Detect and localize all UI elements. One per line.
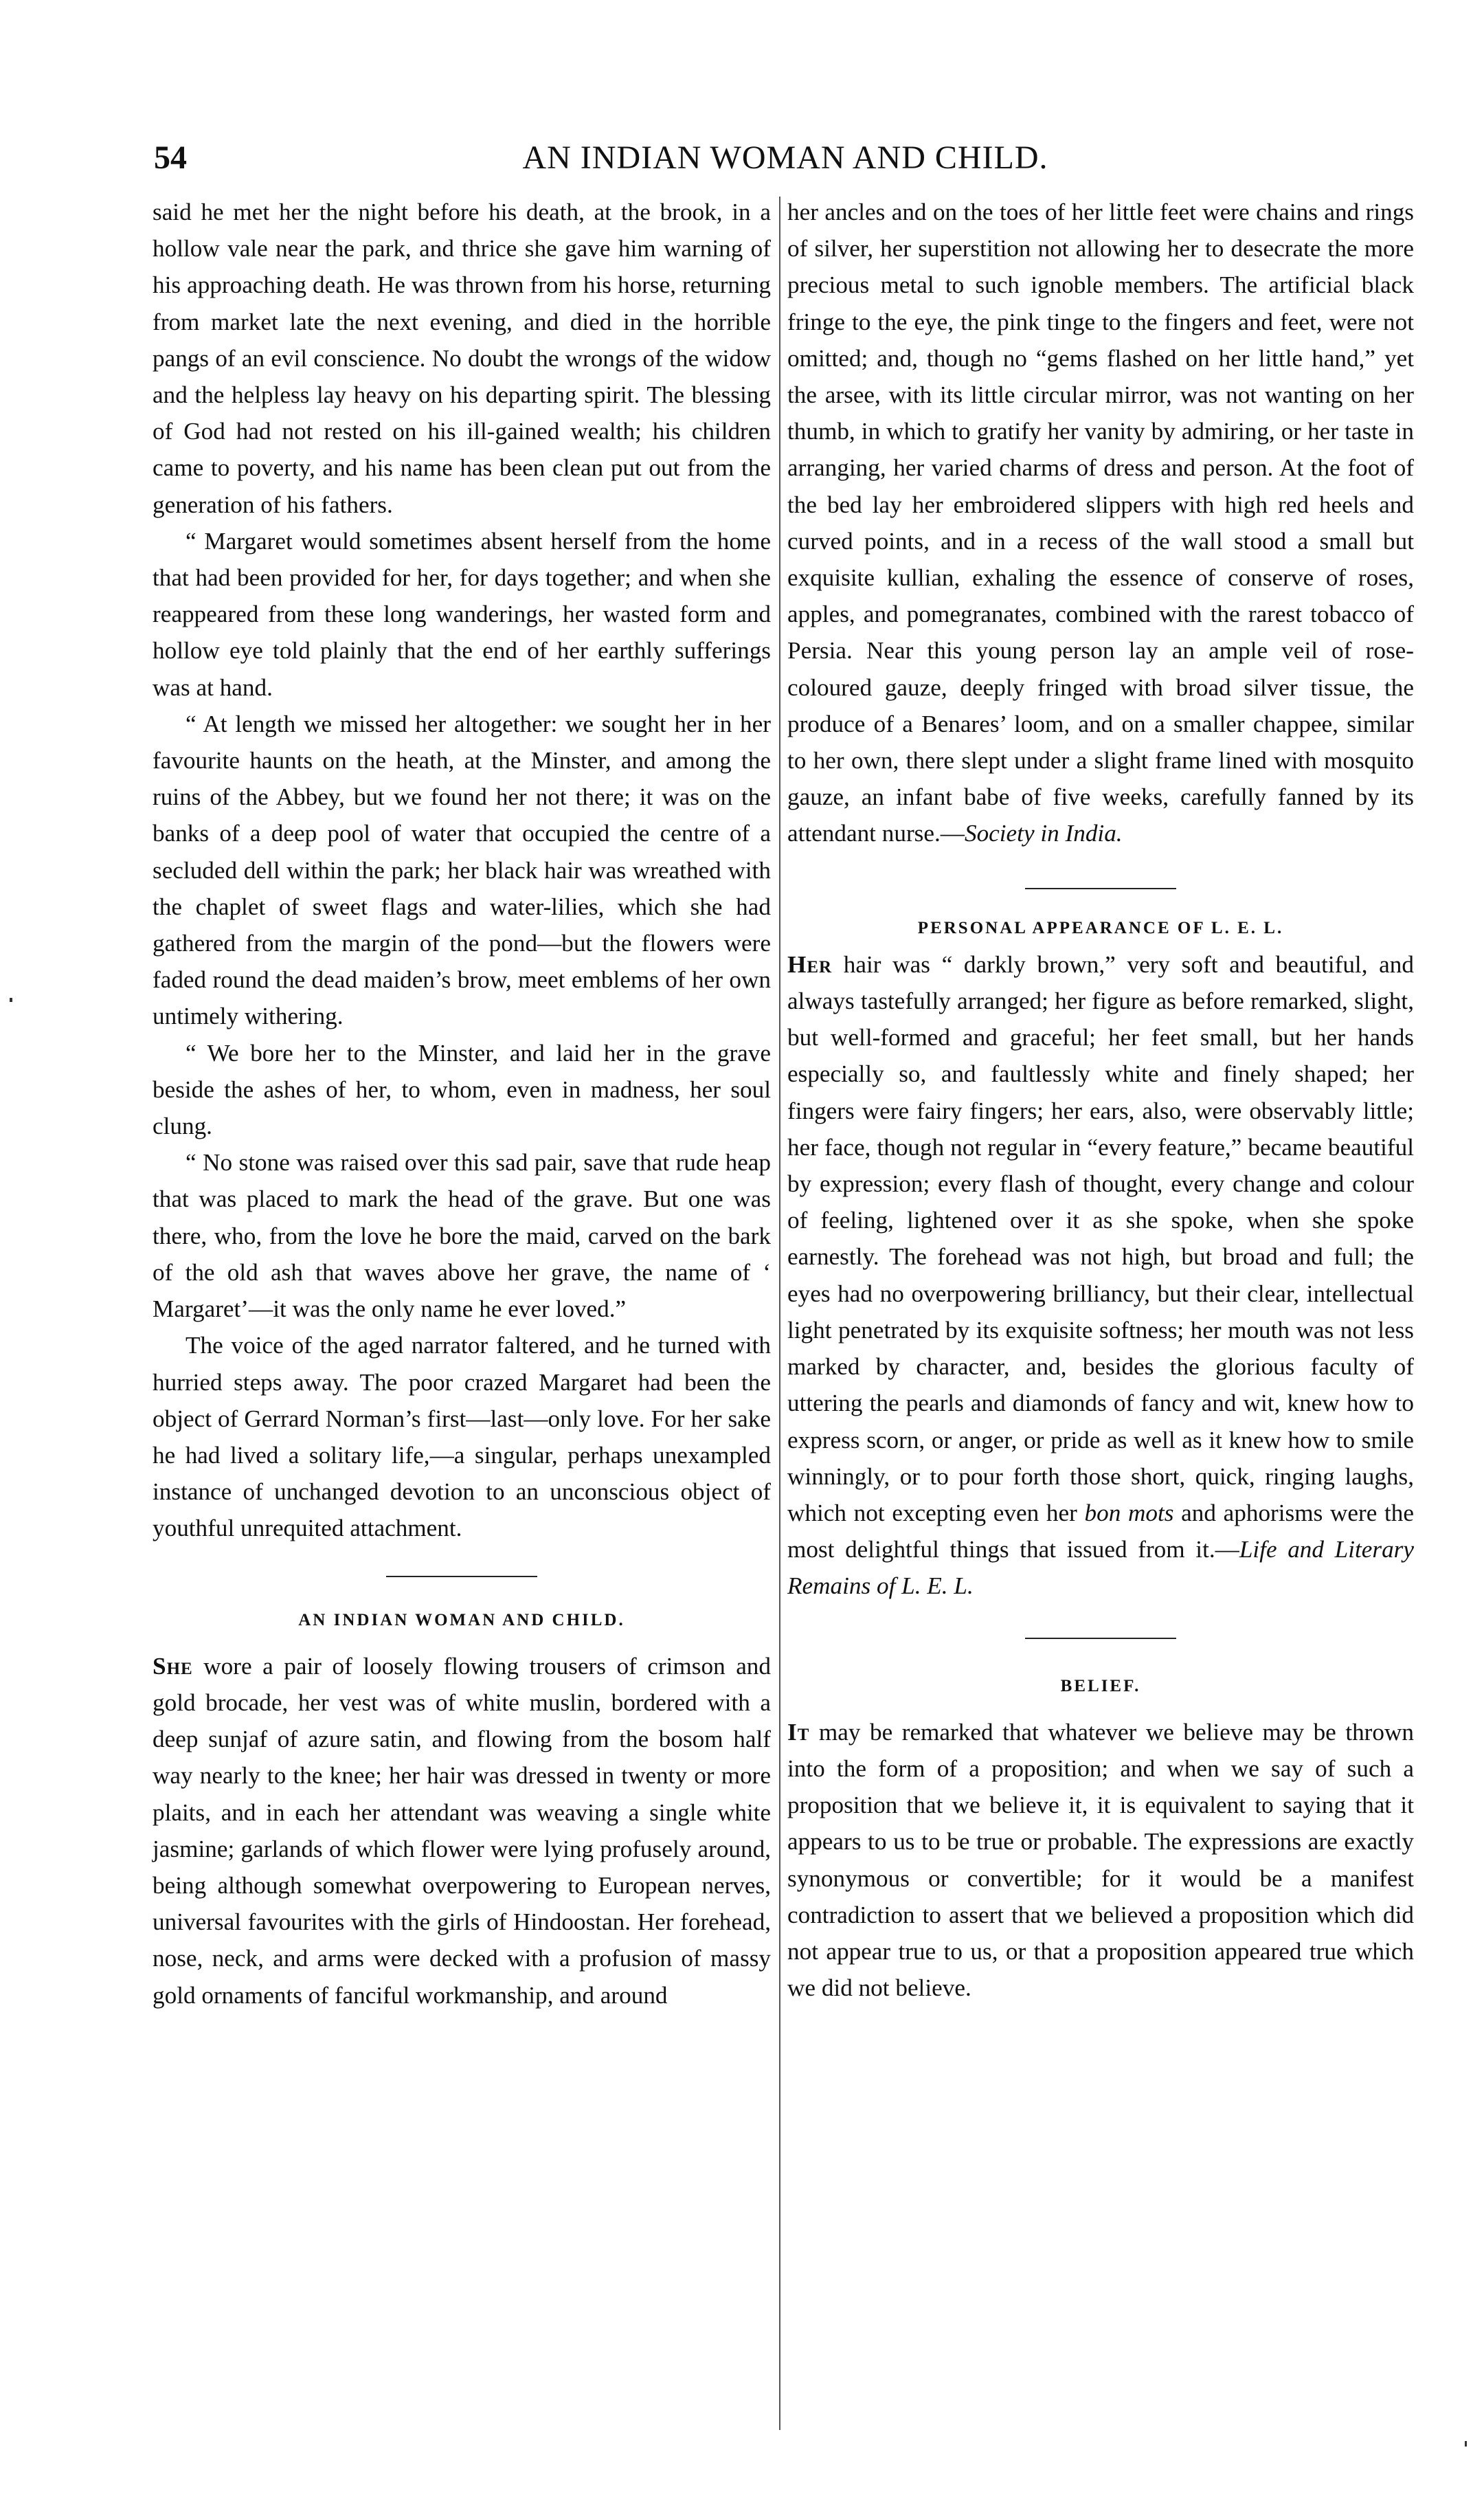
source-citation: Society in India. xyxy=(964,820,1123,847)
section-title-belief: BELIEF. xyxy=(1060,1676,1141,1695)
paragraph-text: may be remarked that whatever we believe may be thrown into the form of a proposition; and when we say of such a proposition that we believe it, it is equivalent to saying that it appears to us to be true or probable. The expressions are exactly synonymous or convertible; for it would be a manifest contradiction to assert that we believed a proposition which did not appear true to us, or that a proposition appeared true which we did not believe. xyxy=(787,1718,1414,2002)
paragraph: “ No stone was raised over this sad pair, save that rude heap that was placed to mark the head of the grave. But one was there, who, from the love he bore the maid, carved on the bark of the old ash that waves above her grave, the name of ‘ Margaret’—it was the only name he ever loved.” xyxy=(153,1149,771,1323)
section-paragraph-lel xyxy=(787,946,1414,1605)
ink-speck xyxy=(1465,2441,1467,2447)
column-divider xyxy=(779,197,780,2430)
section-title-lel: PERSONAL APPEARANCE OF L. E. L. xyxy=(917,918,1284,937)
running-title: AN INDIAN WOMAN AND CHILD. xyxy=(522,140,1048,176)
paragraph-continued xyxy=(787,194,1414,852)
right-column xyxy=(787,194,1414,2006)
italic-phrase: bon mots xyxy=(1084,1499,1174,1526)
ink-speck xyxy=(10,998,12,1002)
section-title-indian-woman: AN INDIAN WOMAN AND CHILD. xyxy=(298,1610,625,1629)
left-column xyxy=(153,194,771,2014)
running-head xyxy=(154,131,1417,186)
lead-word: Her xyxy=(787,950,833,978)
lead-word: It xyxy=(787,1718,810,1746)
paragraph-text: wore a pair of loosely flowing trousers of crimson and gold brocade, her vest was of white muslin, bordered with a deep sunjaf of azure satin, and flowing from the bosom half way nearly to the knee; her hair was dressed in twenty or more plaits, and in each her attendant was weaving a single white jasmine; garlands of which flower were lying profusely around, being although somewhat overpowering to European nerves, universal favourites with the girls of Hindoostan. Her forehead, nose, neck, and arms were decked with a profusion of massy gold ornaments of fanciful workmanship, and around xyxy=(153,1652,771,2009)
paragraph: “ At length we missed her altogether: we sought her in her favourite haunts on the heath, at the Minster, and among the ruins of the Abbey, but we found her not there; it was on the banks of a deep pool of water that occupied the centre of a secluded dell within the park; her black hair was wreathed with the chaplet of sweet flags and water-lilies, which she had gathered from the margin of the pond—but the flowers were faded round the dead maiden’s brow, meet emblems of her own untimely withering. xyxy=(153,710,771,1030)
paragraph-text: and aphorisms were the most delightful things that issued from it.— xyxy=(787,1499,1415,1563)
source-citation: Life and Literary Remains of L. E. L. xyxy=(787,1536,1414,1600)
page-number: 54 xyxy=(154,140,187,176)
paragraph-text: her ancles and on the toes of her little feet were chains and rings of silver, her superstition not allowing her to desecrate the more precious metal to such ignoble members. The artificial black fringe to the eye, the pink tinge to the fingers and feet, were not omitted; and, though no “gems flashed on her little hand,” yet the arsee, with its little circular mirror, was not wanting on her thumb, in which to gratify her vanity by admiring, or her taste in arranging, her varied charms of dress and person. At the foot of the bed lay her embroidered slippers with high red heels and curved points, and in a recess of the wall stood a small but exquisite kullian, exhaling the essence of conserve of roses, apples, and pomegranates, combined with the rarest tobacco of Persia. Near this young person lay an ample veil of rose-coloured gauze, deeply fringed with broad silver tissue, the produce of a Benares’ loom, and on a smaller chappee, similar to her own, there slept under a slight frame lined with mosquito gauze, an infant babe of five weeks, carefully fanned by its attendant nurse.— xyxy=(787,199,1414,847)
paragraph: “ Margaret would sometimes absent herself from the home that had been provided for her, for days together; and when she reappeared from these long wanderings, her wasted form and hollow eye told plainly that the end of her earthly sufferings was at hand. xyxy=(153,527,771,701)
paragraph-text: hair was “ darkly brown,” very soft and beautiful, and always tastefully arranged; her figure as before remarked, slight, but well-formed and graceful; her feet small, but her hands especially so, and faultlessly white and finely shaped; her fingers were fairy fingers; her ears, also, were observably little; her face, though not regular in “every feature,” became beautiful by expression; every flash of thought, every change and colour of feeling, lightened over it as she spoke, when she spoke earnestly. The forehead was not high, but broad and full; the eyes had no overpowering brilliancy, but their clear, intellectual light penetrated by its exquisite softness; her mouth was not less marked by character, and, besides the glorious faculty of uttering the pearls and diamonds of fancy and wit, knew how to express scorn, or anger, or pride as well as it knew how to smile winningly, or to pour forth those short, quick, ringing laughs, which not excepting even her xyxy=(787,950,1414,1526)
paragraph: said he met her the night before his death, at the brook, in a hollow vale near the park, and thrice she gave him warning of his approaching death. He was thrown from his horse, returning from market late the next evening, and died in the horrible pangs of an evil conscience. No doubt the wrongs of the widow and the helpless lay heavy on his departing spirit. The blessing of God had not rested on his ill-gained wealth; his children came to poverty, and his name has been clean put out from the generation of his fathers. xyxy=(153,199,771,518)
section-paragraph-belief xyxy=(787,1714,1414,2007)
section-paragraph-indian-woman xyxy=(153,1648,771,2014)
paragraph: “ We bore her to the Minster, and laid her in the grave beside the ashes of her, to whom, even in madness, her soul clung. xyxy=(153,1039,771,1140)
paragraph: The voice of the aged narrator faltered, and he turned with hurried steps away. The poor crazed Margaret had been the object of Gerrard Norman’s first—last—only love. For her sake he had lived a solitary life,—a singular, perhaps unexampled instance of unchanged devotion to an unconscious object of youthful unrequited attachment. xyxy=(153,1332,771,1542)
lead-word: She xyxy=(153,1652,193,1680)
